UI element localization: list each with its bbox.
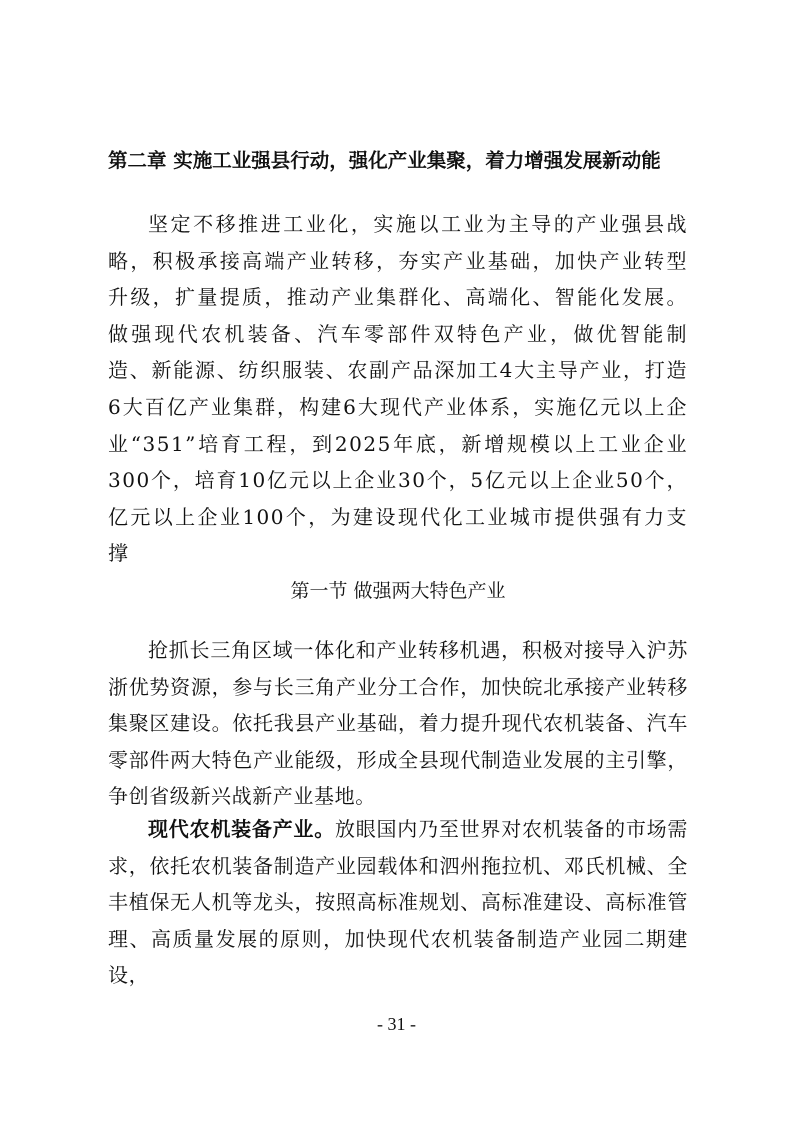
paragraph-lead-heading: 现代农机装备产业。 — [148, 817, 335, 841]
section-paragraph-2 — [108, 811, 688, 994]
section-paragraph-1: 抢抓长三角区域一体化和产业转移机遇，积极对接导入沪苏浙优势资源，参与长三角产业分工合作，加快皖北承接产业转移集聚区建设。依托我县产业基础，着力提升现代农机装备、汽车零部件两大特色产业能级，形成全县现代制造业发展的主引擎，争创省级新兴战新产业基地。 — [108, 638, 688, 809]
paragraph-body-text: 放眼国内乃至世界对农机装备的市场需求，依托农机装备制造产业园载体和泗州拖拉机、邓氏机械、全丰植保无人机等龙头，按照高标准规划、高标准建设、高标准管理、高质量发展的原则，加快现代农机装备制造产业园二期建设， — [108, 817, 688, 988]
intro-paragraph: 坚定不移推进工业化，实施以工业为主导的产业强县战略，积极承接高端产业转移，夯实产业基础，加快产业转型升级，扩量提质，推动产业集群化、高端化、智能化发展。做强现代农机装备、汽车零部件双特色产业，做优智能制造、新能源、纺织服装、农副产品深加工4大主导产业，打造6大百亿产业集群，构建6大现代产业体系，实施亿元以上企业“351”培育工程，到2025年底，新增规模以上工业企业300个，培育10亿元以上企业30个，5亿元以上企业50个，亿元以上企业100个，为建设现代化工业城市提供强有力支撑 — [108, 212, 688, 566]
page-number: - 31 - — [377, 1014, 416, 1034]
chapter-title: 第二章 实施工业强县行动，强化产业集聚，着力增强发展新动能 — [108, 149, 661, 172]
section-title: 第一节 做强两大特色产业 — [290, 580, 506, 602]
